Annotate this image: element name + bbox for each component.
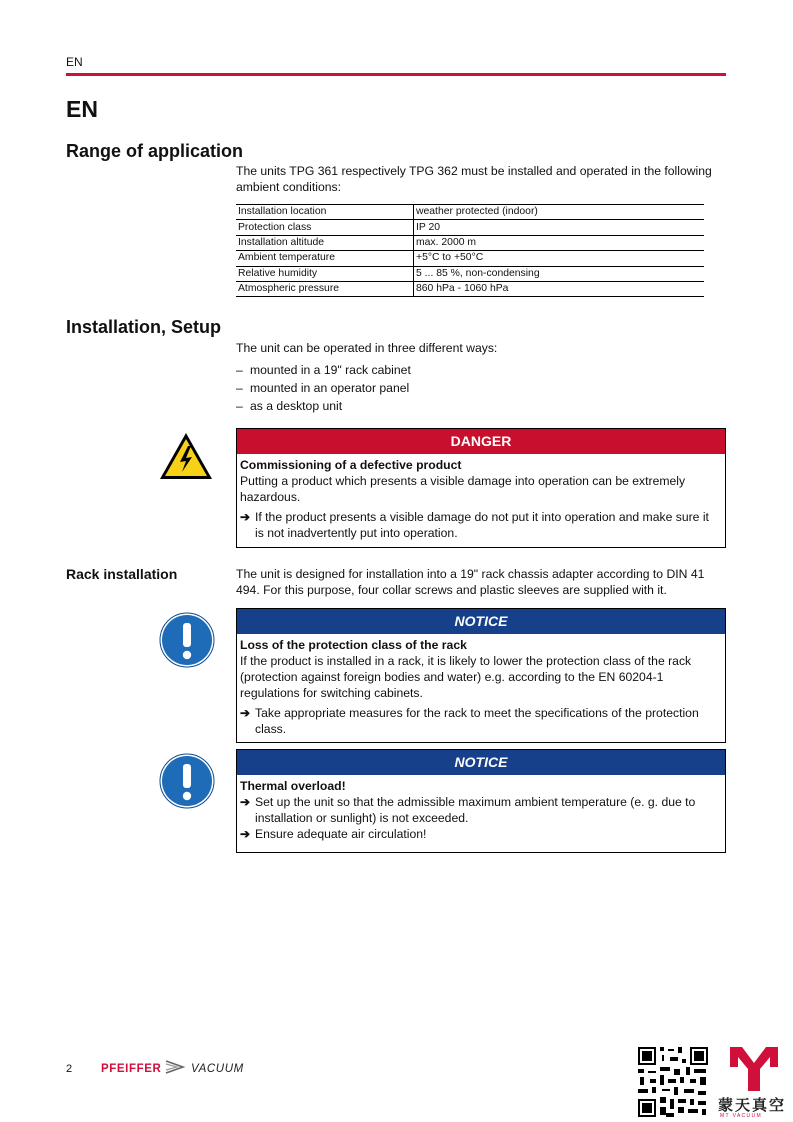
mt-logo-chinese: 蒙天真空 xyxy=(718,1097,787,1114)
table-row xyxy=(236,235,704,250)
table-row xyxy=(236,220,704,235)
notice-title: Thermal overload! xyxy=(240,779,346,793)
mt-logo-english: M T V A C U U M xyxy=(720,1113,761,1119)
table-row xyxy=(236,266,704,281)
qr-code-icon xyxy=(636,1045,710,1119)
list-item xyxy=(236,399,411,417)
notice-text: If the product is installed in a rack, it is likely to lower the protection class of the rack (protection against foreign bodies and water) e.g. according to the EN 60204-1 regulations for switching cabinets. xyxy=(240,654,692,700)
list-item-text: mounted in an operator panel xyxy=(250,381,410,395)
page-title: EN xyxy=(66,96,98,122)
danger-label: DANGER xyxy=(237,429,725,454)
table-cell: Installation altitude xyxy=(236,235,414,250)
logo-mark-icon xyxy=(165,1060,187,1074)
arrow-icon: ➔ xyxy=(240,827,251,841)
table-cell: Ambient temperature xyxy=(236,251,414,266)
danger-action-text: If the product presents a visible damage do not put it into operation and make sure it is not inadvertently put into operation. xyxy=(255,510,709,540)
setup-heading: Installation, Setup xyxy=(66,317,222,337)
range-heading: Range of application xyxy=(66,141,244,161)
notice-action xyxy=(240,794,721,826)
dash-bullet: – xyxy=(236,399,243,413)
logo-brand-sub: VACUUM xyxy=(190,1063,244,1075)
table-cell: weather protected (indoor) xyxy=(414,205,705,220)
exclamation-mandatory-icon xyxy=(159,612,215,668)
table-cell: IP 20 xyxy=(414,220,705,235)
notice-title: Loss of the protection class of the rack xyxy=(240,638,467,652)
rack-heading: Rack installation xyxy=(66,566,178,582)
table-cell: Protection class xyxy=(236,220,414,235)
notice-action-text: Ensure adequate air circulation! xyxy=(255,827,427,841)
page-number: 2 xyxy=(66,1063,73,1075)
setup-intro: The unit can be operated in three different ways: xyxy=(236,341,498,355)
notice-action-text: Take appropriate measures for the rack to meet the specifications of the protection class. xyxy=(255,706,699,736)
table-cell: Atmospheric pressure xyxy=(236,281,414,296)
table-cell: +5°C to +50°C xyxy=(414,251,705,266)
rack-text: The unit is designed for installation into a 19" rack chassis adapter according to DIN 41 494. For this purpose, four collar screws and plastic sleeves are supplied with it. xyxy=(236,567,705,597)
danger-text: Putting a product which presents a visible damage into operation can be extremely hazardous. xyxy=(240,474,686,504)
notice-action xyxy=(240,705,721,737)
dash-bullet: – xyxy=(236,381,243,395)
notice-box-thermal xyxy=(236,749,726,853)
table-cell: 5 ... 85 %, non-condensing xyxy=(414,266,705,281)
table-cell: Installation location xyxy=(236,205,414,220)
mt-vacuum-logo-icon xyxy=(728,1045,780,1093)
conditions-table xyxy=(236,204,704,297)
dash-bullet: – xyxy=(236,363,243,377)
notice-label: NOTICE xyxy=(237,750,725,775)
table-row xyxy=(236,281,704,296)
range-intro: The units TPG 361 respectively TPG 362 must be installed and operated in the following ambient conditions: xyxy=(236,164,712,194)
list-item xyxy=(236,381,411,399)
list-item-text: as a desktop unit xyxy=(250,399,343,413)
ways-list xyxy=(236,363,411,417)
exclamation-mandatory-icon xyxy=(159,753,215,809)
list-item xyxy=(236,363,411,381)
arrow-icon: ➔ xyxy=(240,795,251,809)
danger-title: Commissioning of a defective product xyxy=(240,458,462,472)
danger-action xyxy=(240,509,721,541)
table-cell: 860 hPa - 1060 hPa xyxy=(414,281,705,296)
notice-action-text: Set up the unit so that the admissible maximum ambient temperature (e. g. due to installation or sunlight) is not exceeded. xyxy=(255,795,696,825)
notice-action xyxy=(240,826,721,842)
table-cell: Relative humidity xyxy=(236,266,414,281)
notice-box-protection xyxy=(236,608,726,743)
danger-box xyxy=(236,428,726,548)
header-divider xyxy=(66,73,726,76)
pfeiffer-vacuum-logo xyxy=(101,1060,244,1075)
list-item-text: mounted in a 19" rack cabinet xyxy=(250,363,411,377)
arrow-icon: ➔ xyxy=(240,510,251,524)
arrow-icon: ➔ xyxy=(240,706,251,720)
high-voltage-warning-icon xyxy=(158,431,214,481)
header-lang: EN xyxy=(66,55,83,69)
table-row xyxy=(236,205,704,220)
table-row xyxy=(236,251,704,266)
table-cell: max. 2000 m xyxy=(414,235,705,250)
logo-brand: PFEIFFER xyxy=(101,1063,162,1075)
notice-label: NOTICE xyxy=(237,609,725,634)
